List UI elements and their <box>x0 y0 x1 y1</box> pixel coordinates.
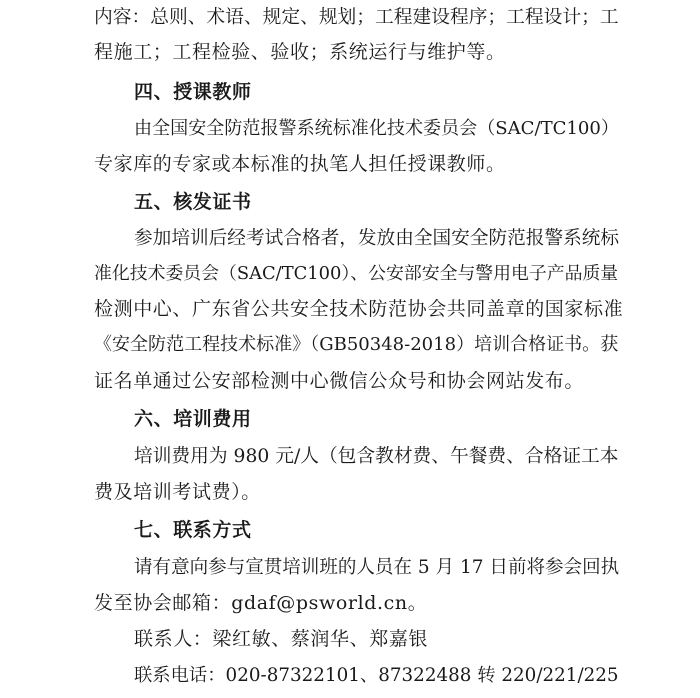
certificate-line-4: 《安全防范工程技术标准》（GB50348-2018）培训合格证书。获 <box>94 334 619 355</box>
content-line-2: 程施工；工程检验、验收；系统运行与维护等。 <box>94 41 506 63</box>
contact-persons-line: 联系人：梁红敏、蔡润华、郑嘉银 <box>134 628 429 650</box>
section-heading-fees: 六、培训费用 <box>134 408 252 430</box>
section-heading-teachers: 四、授课教师 <box>134 81 252 103</box>
certificate-line-3: 检测中心、广东省公共安全技术防范协会共同盖章的国家标准 <box>94 298 624 320</box>
certificate-line-5: 证名单通过公安部检测中心微信公众号和协会网站发布。 <box>94 370 585 392</box>
content-line-1: 内容：总则、术语、规定、规划；工程建设程序；工程设计；工 <box>94 7 619 28</box>
contact-phone-line: 联系电话：020-87322101、87322488 转 220/221/225 <box>134 665 619 686</box>
certificate-line-1: 参加培训后经考试合格者，发放由全国安全防范报警系统标 <box>134 228 620 249</box>
section-heading-certificate: 五、核发证书 <box>134 191 252 213</box>
section-heading-contact: 七、联系方式 <box>134 519 252 541</box>
fees-line-1: 培训费用为 980 元/人（包含教材费、午餐费、合格证工本 <box>134 446 619 467</box>
teachers-line-1: 由全国安全防范报警系统标准化技术委员会（SAC/TC100） <box>134 118 619 139</box>
contact-email-line: 发至协会邮箱：gdaf@psworld.cn。 <box>94 592 428 614</box>
certificate-line-2: 准化技术委员会（SAC/TC100）、公安部安全与警用电子产品质量 <box>94 263 619 284</box>
fees-line-2: 费及培训考试费）。 <box>94 481 261 503</box>
contact-line-1: 请有意向参与宣贯培训班的人员在 5 月 17 日前将参会回执 <box>134 557 620 578</box>
teachers-line-2: 专家库的专家或本标准的执笔人担任授课教师。 <box>94 153 506 175</box>
